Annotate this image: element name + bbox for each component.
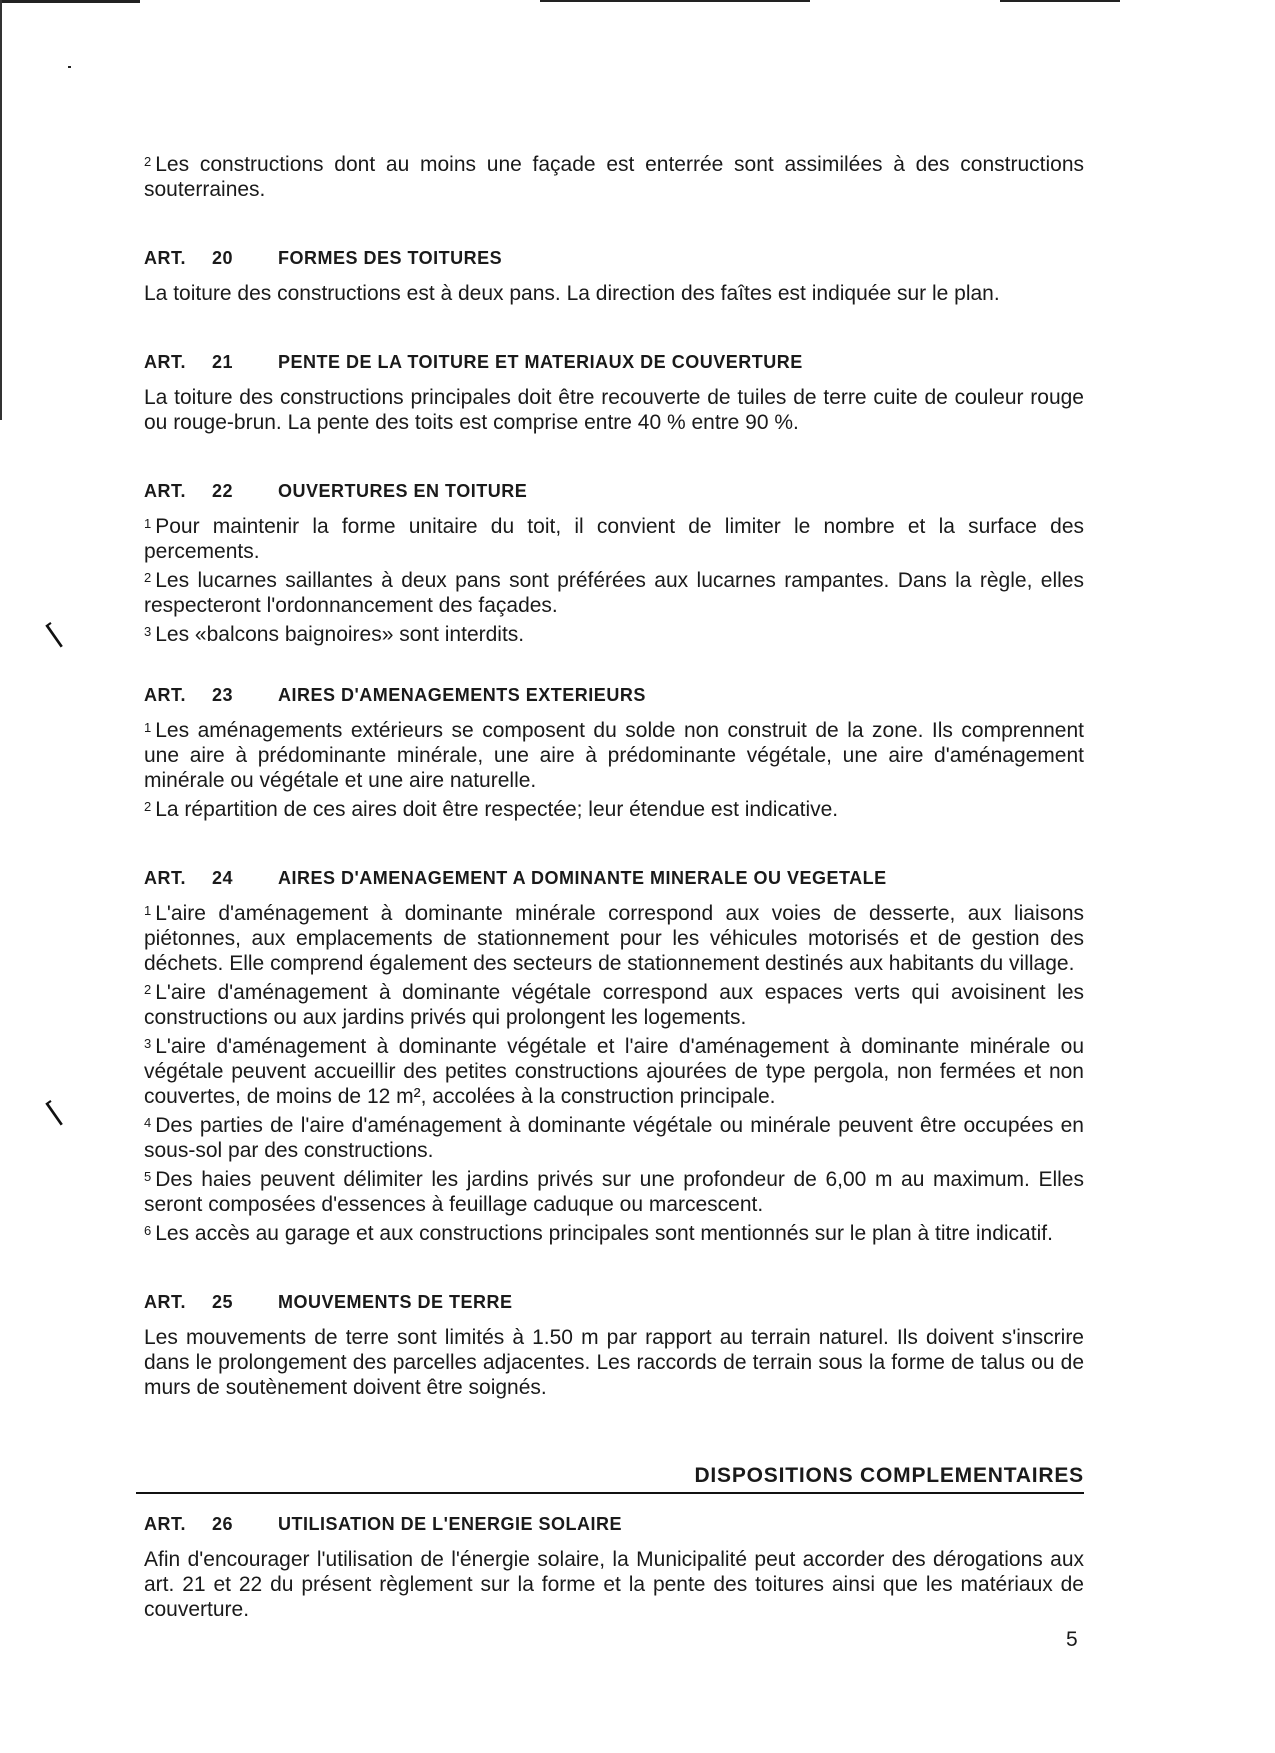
article-heading bbox=[144, 868, 1084, 889]
article-item bbox=[144, 568, 1084, 618]
intro-paragraph bbox=[144, 152, 1084, 202]
intro-text: Les constructions dont au moins une façade est enterrée sont assimilées à des constructions souterraines. bbox=[144, 153, 1084, 201]
item-text: Des haies peuvent délimiter les jardins privés sur une profondeur de 6,00 m au maximum. Elles seront composées d'essences à feuillage caduque ou marcescent. bbox=[144, 1168, 1084, 1216]
scan-edge-top-left bbox=[0, 0, 140, 3]
article-title: UTILISATION DE L'ENERGIE SOLAIRE bbox=[278, 1514, 622, 1534]
article-number: 24 bbox=[212, 868, 234, 888]
item-sup: 5 bbox=[144, 1169, 152, 1184]
article-title: MOUVEMENTS DE TERRE bbox=[278, 1292, 513, 1312]
scan-speck bbox=[68, 66, 71, 68]
article-label: ART. bbox=[144, 1292, 186, 1312]
article-22 bbox=[144, 481, 1084, 647]
article-number: 22 bbox=[212, 481, 234, 501]
article-title: PENTE DE LA TOITURE ET MATERIAUX DE COUVERTURE bbox=[278, 352, 803, 372]
item-sup: 2 bbox=[144, 799, 152, 814]
article-title: FORMES DES TOITURES bbox=[278, 248, 503, 268]
item-text: La répartition de ces aires doit être respectée; leur étendue est indicative. bbox=[155, 798, 839, 821]
document-page bbox=[144, 152, 1084, 1622]
dispositions-header bbox=[144, 1458, 1084, 1494]
article-title: AIRES D'AMENAGEMENT A DOMINANTE MINERALE OU VEGETALE bbox=[278, 868, 887, 888]
article-26 bbox=[144, 1514, 1084, 1622]
item-sup: 4 bbox=[144, 1115, 152, 1130]
item-text: Les «balcons baignoires» sont interdits. bbox=[155, 623, 525, 646]
article-25 bbox=[144, 1292, 1084, 1400]
punch-mark-lower: ⌈ bbox=[41, 1095, 70, 1130]
article-item bbox=[144, 901, 1084, 976]
article-heading bbox=[144, 481, 1084, 502]
article-heading bbox=[144, 685, 1084, 706]
article-label: ART. bbox=[144, 685, 186, 705]
article-number: 23 bbox=[212, 685, 234, 705]
article-number: 26 bbox=[212, 1514, 234, 1534]
scan-edge-left bbox=[0, 0, 2, 420]
article-label: ART. bbox=[144, 248, 186, 268]
article-item bbox=[144, 980, 1084, 1030]
article-item bbox=[144, 1221, 1084, 1246]
article-paragraph: Les mouvements de terre sont limités à 1.50 m par rapport au terrain naturel. Ils doivent s'inscrire dans le prolongement des parcelles adjacentes. Les raccords de terrain sous la forme de talus ou de murs de soutènement doivent être soignés. bbox=[144, 1326, 1084, 1399]
scan-edge-top-right bbox=[540, 0, 810, 2]
item-text: Les lucarnes saillantes à deux pans sont préférées aux lucarnes rampantes. Dans la règle, elles respecteront l'ordonnancement des façades. bbox=[144, 569, 1084, 617]
item-text: Pour maintenir la forme unitaire du toit, il convient de limiter le nombre et la surface des percements. bbox=[144, 515, 1084, 563]
article-item bbox=[144, 718, 1084, 793]
item-sup: 6 bbox=[144, 1223, 152, 1238]
article-paragraph: La toiture des constructions est à deux pans. La direction des faîtes est indiquée sur le plan. bbox=[144, 282, 1000, 305]
item-sup: 3 bbox=[144, 624, 152, 639]
article-item bbox=[144, 1167, 1084, 1217]
item-sup: 2 bbox=[144, 570, 152, 585]
article-20 bbox=[144, 248, 1084, 306]
section-rule bbox=[136, 1492, 1084, 1494]
item-sup: 1 bbox=[144, 720, 152, 735]
article-23 bbox=[144, 685, 1084, 822]
article-label: ART. bbox=[144, 868, 186, 888]
item-text: Les accès au garage et aux constructions principales sont mentionnés sur le plan à titre indicatif. bbox=[155, 1222, 1053, 1245]
article-label: ART. bbox=[144, 481, 186, 501]
punch-mark-upper: ⌈ bbox=[41, 617, 70, 652]
article-item bbox=[144, 1113, 1084, 1163]
item-text: L'aire d'aménagement à dominante végétale correspond aux espaces verts qui avoisinent les constructions ou aux jardins privés qui prolongent les logements. bbox=[144, 981, 1084, 1029]
article-heading bbox=[144, 1514, 1084, 1535]
article-24 bbox=[144, 868, 1084, 1246]
item-text: L'aire d'aménagement à dominante minérale correspond aux voies de desserte, aux liaisons piétonnes, aux emplacements de stationnement pour les véhicules motorisés et de gestion des déchets. Elle comprend également des secteurs de stationnement destinés aux habitants du village. bbox=[144, 902, 1084, 975]
item-text: Des parties de l'aire d'aménagement à dominante végétale ou minérale peuvent être occupées en sous-sol par des constructions. bbox=[144, 1114, 1084, 1162]
article-21 bbox=[144, 352, 1084, 435]
article-number: 20 bbox=[212, 248, 234, 268]
article-item bbox=[144, 797, 1084, 822]
page-number: 5 bbox=[1066, 1628, 1078, 1651]
article-heading bbox=[144, 352, 1084, 373]
article-title: OUVERTURES EN TOITURE bbox=[278, 481, 528, 501]
item-sup: 3 bbox=[144, 1036, 152, 1051]
item-sup: 2 bbox=[144, 982, 152, 997]
article-item bbox=[144, 514, 1084, 564]
article-number: 21 bbox=[212, 352, 234, 372]
article-paragraph: La toiture des constructions principales doit être recouverte de tuiles de terre cuite de couleur rouge ou rouge-brun. La pente des toits est comprise entre 40 % entre 90 %. bbox=[144, 386, 1084, 434]
section-title: DISPOSITIONS COMPLEMENTAIRES bbox=[694, 1464, 1084, 1487]
article-number: 25 bbox=[212, 1292, 234, 1312]
article-heading bbox=[144, 1292, 1084, 1313]
article-title: AIRES D'AMENAGEMENTS EXTERIEURS bbox=[278, 685, 646, 705]
intro-sup: 2 bbox=[144, 154, 152, 169]
article-label: ART. bbox=[144, 352, 186, 372]
article-item bbox=[144, 622, 1084, 647]
article-item bbox=[144, 1034, 1084, 1109]
item-sup: 1 bbox=[144, 516, 152, 531]
item-text: Les aménagements extérieurs se composent du solde non construit de la zone. Ils comprennent une aire à prédominante minérale, une aire à prédominante végétale, une aire d'aménagement minérale ou végétale et une aire naturelle. bbox=[144, 719, 1084, 792]
article-heading bbox=[144, 248, 1084, 269]
item-sup: 1 bbox=[144, 903, 152, 918]
item-text: L'aire d'aménagement à dominante végétale et l'aire d'aménagement à dominante minérale ou végétale peuvent accueillir des petites constructions ajourées de type pergola, non fermées et non couvertes, de moins de 12 m², accolées à la construction principale. bbox=[144, 1035, 1084, 1108]
article-paragraph: Afin d'encourager l'utilisation de l'énergie solaire, la Municipalité peut accorder des dérogations aux art. 21 et 22 du présent règlement sur la forme et la pente des toitures ainsi que les matériaux de couverture. bbox=[144, 1548, 1084, 1621]
scan-edge-top-far bbox=[1000, 0, 1120, 2]
article-label: ART. bbox=[144, 1514, 186, 1534]
